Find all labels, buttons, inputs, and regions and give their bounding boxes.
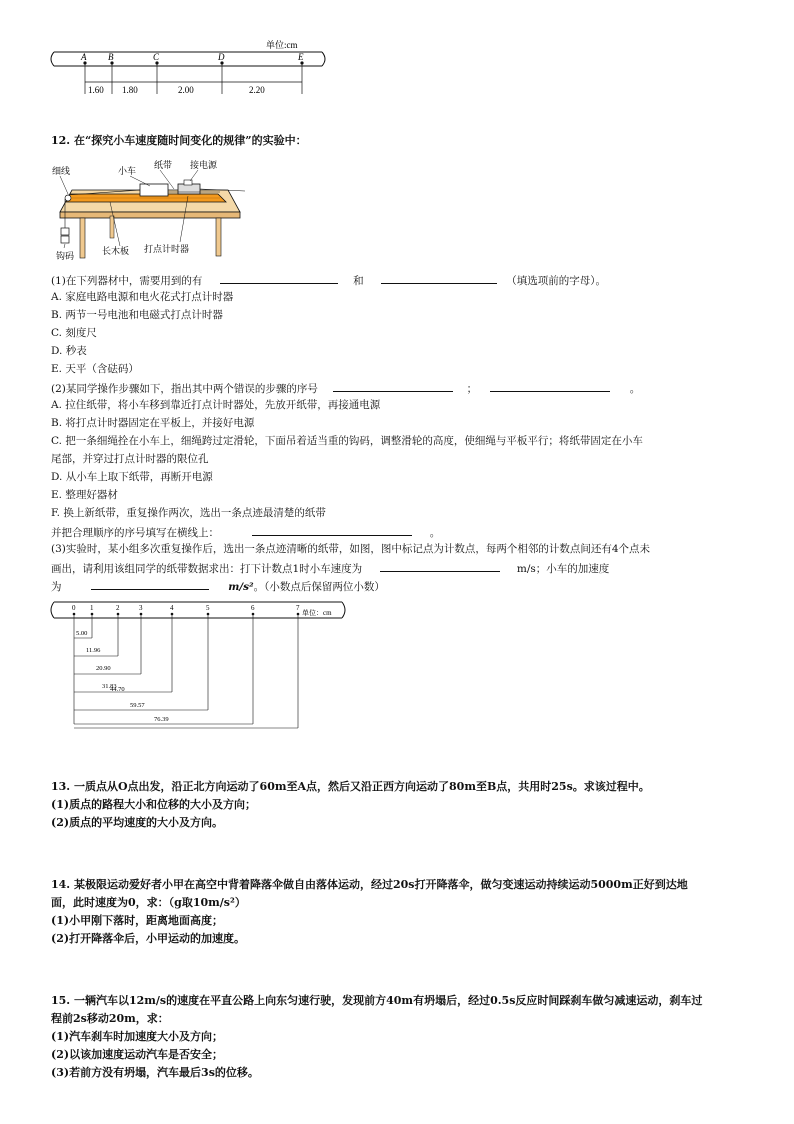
- tape-top-gap-de: 2.20: [249, 85, 265, 95]
- tape-top-gap-cd: 2.00: [178, 85, 194, 95]
- q12-p2-step: A. 拉住纸带，将小车移到靠近打点计时器处，先放开纸带，再接通电源: [51, 399, 381, 411]
- q15-item: (3)若前方没有坍塌，汽车最后3s的位移。: [51, 1066, 259, 1079]
- q15-line2: 程前2s移动20m，求：: [51, 1012, 169, 1025]
- label-board: 长木板: [102, 246, 130, 256]
- q12-p3-line3: 为 m/s²。（小数点后保留两位小数）: [51, 578, 385, 594]
- q12-p2-step: E. 整理好器材: [51, 489, 118, 501]
- answer-blank-acceleration[interactable]: [91, 578, 209, 590]
- tape2-unit: 单位：cm: [302, 609, 332, 617]
- q12-p3-line2: 画出，请利用该组同学的纸带数据求出：打下计数点1时小车速度为 m/s；小车的加速度: [51, 560, 609, 576]
- tape2-point-label: 4: [170, 604, 174, 612]
- tape-figure-counting-points: [46, 600, 356, 732]
- q12-p3-line1: (3)实验时，某小组多次重复操作后，选出一条点迹清晰的纸带，如图，图中标记点为计数点，每两个相邻的计数点间还有4个点未: [51, 543, 651, 555]
- q12-p1-option: E. 天平（含砝码）: [51, 363, 139, 375]
- tape2-distance: 44.70: [110, 686, 125, 693]
- tape2-distance: 76.39: [154, 716, 169, 723]
- label-cart: 小车: [118, 166, 137, 176]
- label-weight: 钩码: [56, 251, 75, 261]
- label-power: 接电源: [190, 160, 218, 170]
- answer-blank-p2-a[interactable]: [333, 380, 453, 392]
- q12-p2-step: F. 换上新纸带，重复操作两次，选出一条点迹最清楚的纸带: [51, 507, 326, 519]
- q12-p1-line: (1)在下列器材中，需要用到的有 和 （填选项前的字母）。: [51, 272, 606, 288]
- tape2-point-label: 0: [72, 604, 76, 612]
- answer-blank-p1-b[interactable]: [381, 272, 497, 284]
- tape2-distance: 5.00: [76, 630, 88, 637]
- q12-p1-option: D. 秒表: [51, 345, 87, 357]
- tape-top-gap-ab: 1.60: [88, 85, 104, 95]
- q14-line2: 面，此时速度为0，求：（g取10m/s²）: [51, 896, 246, 909]
- label-timer: 打点计时器: [144, 244, 190, 254]
- q14-item: (2)打开降落伞后，小甲运动的加速度。: [51, 932, 246, 945]
- q15-item: (1)汽车刹车时加速度大小及方向；: [51, 1030, 224, 1043]
- tape-top-unit: 单位:cm: [266, 40, 298, 50]
- q12-p2-line: (2)某同学操作步骤如下，指出其中两个错误的步骤的序号 ； 。: [51, 380, 640, 396]
- tape2-distance: 31.83: [102, 683, 117, 690]
- q12-p2-step: 尾部，并穿过打点计时器的限位孔: [51, 453, 209, 465]
- svg-text:C: C: [153, 52, 160, 62]
- answer-blank-velocity[interactable]: [380, 560, 500, 572]
- tape2-point-label: 5: [206, 604, 210, 612]
- q12-title: 12. 在“探究小车速度随时间变化的规律”的实验中：: [51, 134, 307, 147]
- tape-top-point-c: [153, 52, 160, 94]
- tape2-distance: 20.90: [96, 665, 111, 672]
- tape2-distance: 11.96: [86, 647, 101, 654]
- q12-p2-step: D. 从小车上取下纸带，再断开电源: [51, 471, 213, 483]
- q12-p1-option: B. 两节一号电池和电磁式打点计时器: [51, 309, 223, 321]
- svg-text:A: A: [81, 52, 87, 62]
- apparatus-figure: [50, 156, 250, 264]
- tape-top-gap-bc: 1.80: [122, 85, 138, 95]
- tape-figure-top: [40, 30, 340, 102]
- label-tape: 纸带: [154, 160, 173, 170]
- tape2-point-label: 6: [251, 604, 255, 612]
- q12-p2-order-line: 并把合理顺序的序号填写在横线上： 。: [51, 524, 440, 540]
- tape2-point-label: 7: [296, 604, 300, 612]
- tape2-point-label: 1: [90, 604, 94, 612]
- tape-top-point-e: [297, 52, 304, 94]
- svg-text:E: E: [298, 52, 304, 62]
- tape2-distance: 59.57: [130, 702, 145, 709]
- svg-text:B: B: [108, 52, 114, 62]
- q12-p2-step: B. 将打点计时器固定在平板上，并接好电源: [51, 417, 255, 429]
- q12-p1-option: C. 刻度尺: [51, 327, 97, 339]
- q13-item: (1)质点的路程大小和位移的大小及方向；: [51, 798, 257, 811]
- tape-top-point-d: [217, 52, 225, 94]
- q13-title: 13. 一质点从O点出发，沿正北方向运动了60m至A点，然后又沿正西方向运动了80m至B点，共用时25s。求该过程中。: [51, 780, 650, 793]
- answer-blank-p1-a[interactable]: [220, 272, 338, 284]
- tape2-point-label: 3: [139, 604, 143, 612]
- q12-p2-step: C. 把一条细绳拴在小车上，细绳跨过定滑轮，下面吊着适当重的钩码，调整滑轮的高度，使细绳与平板平行；将纸带固定在小车: [51, 435, 643, 447]
- answer-blank-p2-b[interactable]: [490, 380, 610, 392]
- q14-item: (1)小甲刚下落时，距离地面高度；: [51, 914, 224, 927]
- answer-blank-order[interactable]: [252, 524, 412, 536]
- label-rope: 细线: [52, 166, 71, 176]
- svg-text:D: D: [218, 52, 225, 62]
- q12-p1-option: A. 家庭电路电源和电火花式打点计时器: [51, 291, 234, 303]
- q15-line1: 15. 一辆汽车以12m/s的速度在平直公路上向东匀速行驶，发现前方40m有坍塌后，经过0.5s反应时间踩刹车做匀减速运动，刹车过: [51, 994, 703, 1007]
- tape-top-point-b: [108, 52, 114, 94]
- q15-item: (2)以该加速度运动汽车是否安全；: [51, 1048, 224, 1061]
- q13-item: (2)质点的平均速度的大小及方向。: [51, 816, 224, 829]
- tape-top-point-a: [80, 52, 87, 94]
- tape2-point-label: 2: [116, 604, 120, 612]
- q14-line1: 14. 某极限运动爱好者小甲在高空中背着降落伞做自由落体运动，经过20s打开降落伞，做匀变速运动持续运动5000m正好到达地: [51, 878, 688, 891]
